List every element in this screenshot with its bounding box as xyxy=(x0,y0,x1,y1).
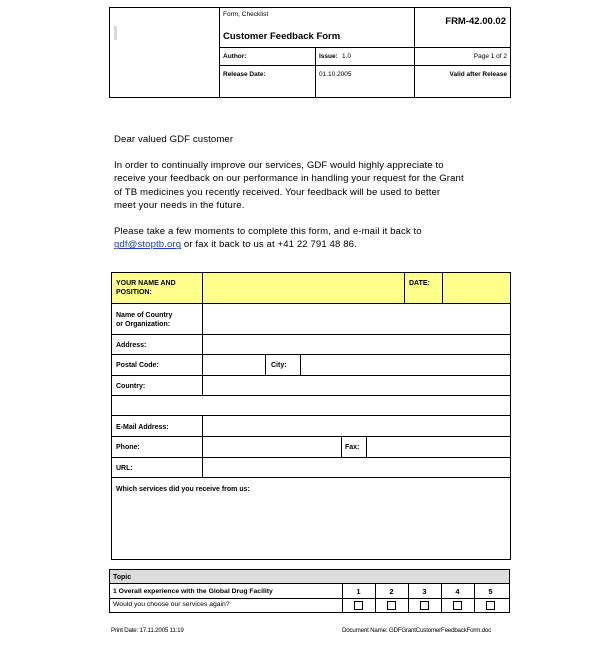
name-field[interactable] xyxy=(202,273,404,303)
print-date: Print Date: 17.11.2005 11:19 xyxy=(111,627,184,634)
name-label-line: YOUR NAME AND xyxy=(116,280,176,287)
doc-number: FRM-42.00.02 xyxy=(445,16,506,27)
validity-cell xyxy=(415,66,510,97)
scale-divider xyxy=(375,599,376,612)
scale-4: 4 xyxy=(455,587,460,596)
email-field[interactable] xyxy=(202,416,510,436)
date-label-cell xyxy=(404,273,442,303)
name-date-row xyxy=(112,273,510,304)
date-label: DATE: xyxy=(409,280,430,287)
fax-text: or fax it back to us at +41 22 791 48 86. xyxy=(181,239,357,251)
name-label xyxy=(116,279,176,297)
contact-line: Please take a few moments to complete this form, and e-mail it back to xyxy=(114,226,422,237)
page-info-cell xyxy=(415,48,510,66)
postal-city-row xyxy=(112,355,510,376)
services-label: Which services did you receive from us: xyxy=(116,486,250,493)
greeting: Dear valued GDF customer xyxy=(114,134,234,145)
question-row xyxy=(110,599,509,612)
url-field[interactable] xyxy=(202,458,510,477)
country-org-row xyxy=(112,304,510,335)
issue-cell xyxy=(316,48,415,66)
country-label: Country: xyxy=(116,383,146,390)
survey-table xyxy=(109,569,510,613)
rating-checkbox-1[interactable] xyxy=(354,601,363,610)
scale-divider xyxy=(441,599,442,612)
contact-line-2 xyxy=(114,238,422,251)
contact-form xyxy=(111,272,511,560)
intro-line: In order to continually improve our services, GDF would highly appreciate to xyxy=(114,160,444,171)
page-info: Page 1 of 2 xyxy=(473,53,507,60)
rating-checkbox-2[interactable] xyxy=(387,601,396,610)
question-text: Would you choose our services again? xyxy=(113,601,230,608)
scale-divider xyxy=(474,599,475,612)
phone-fax-row xyxy=(112,437,510,458)
scale-divider xyxy=(408,599,409,612)
services-row[interactable] xyxy=(112,478,510,559)
country-row xyxy=(112,376,510,396)
author-cell xyxy=(220,48,316,66)
country-field[interactable] xyxy=(202,376,510,395)
fax-label-cell xyxy=(341,437,366,457)
postal-field[interactable] xyxy=(202,355,265,375)
city-field[interactable] xyxy=(300,355,510,375)
issue-label: Issue: xyxy=(319,53,338,60)
doc-title: Customer Feedback Form xyxy=(223,31,341,42)
date-field[interactable] xyxy=(442,273,510,303)
doc-type: Form, Checklist xyxy=(223,11,269,18)
intro-line: meet your needs in the future. xyxy=(114,200,245,212)
email-row xyxy=(112,416,510,437)
issue-value: 1.0 xyxy=(342,53,352,60)
address-field[interactable] xyxy=(202,335,510,354)
postal-label: Postal Code: xyxy=(116,362,159,369)
url-row xyxy=(112,458,510,478)
email-link[interactable]: gdf@stoptb.org xyxy=(114,239,182,251)
email-label: E-Mail Address: xyxy=(116,424,169,431)
blank-row[interactable] xyxy=(112,396,510,416)
contact-paragraph xyxy=(114,225,422,252)
city-label: City: xyxy=(271,362,287,369)
validity: Valid after Release xyxy=(449,71,507,78)
phone-label: Phone: xyxy=(116,444,140,451)
section-title: 1 Overall experience with the Global Drug Facility xyxy=(113,588,273,595)
topic-header: Topic xyxy=(113,574,132,581)
intro-line: of TB medicines you recently received. Your feedback will be used to better xyxy=(114,186,441,198)
doc-number-cell xyxy=(415,8,510,48)
scale-divider xyxy=(342,599,343,612)
release-date-cell xyxy=(316,66,415,97)
release-cell xyxy=(220,66,316,97)
url-label: URL: xyxy=(116,465,133,472)
section-row xyxy=(110,584,509,599)
name-label-line: POSITION: xyxy=(116,289,152,296)
rating-checkbox-5[interactable] xyxy=(486,601,495,610)
scale-5: 5 xyxy=(488,587,493,596)
country-org-field[interactable] xyxy=(202,304,510,334)
country-org-label xyxy=(116,311,172,329)
rating-checkbox-3[interactable] xyxy=(420,601,429,610)
fax-field[interactable] xyxy=(366,437,510,457)
rating-checkbox-4[interactable] xyxy=(453,601,462,610)
scale-3: 3 xyxy=(422,587,427,596)
document-name: Document Name: GDFGrantCustomerFeedbackForm.doc xyxy=(342,627,492,634)
release-date: 01.10.2005 xyxy=(319,71,352,78)
logo-mark-icon xyxy=(114,26,117,40)
logo-area xyxy=(110,8,220,97)
author-label: Author: xyxy=(223,53,247,60)
phone-field[interactable] xyxy=(202,437,341,457)
address-row xyxy=(112,335,510,355)
city-label-cell xyxy=(265,355,300,375)
intro-line: receive your feedback on our performance in handling your request for the Grant xyxy=(114,173,464,185)
topic-header-row xyxy=(110,570,509,584)
fax-label: Fax: xyxy=(345,444,360,451)
address-label: Address: xyxy=(116,342,147,349)
document-header xyxy=(109,7,511,98)
intro-paragraph xyxy=(114,159,464,213)
scale-2: 2 xyxy=(389,587,394,596)
country-org-label-line: Name of Country xyxy=(116,312,173,319)
title-cell xyxy=(220,8,415,48)
release-label: Release Date: xyxy=(223,71,266,78)
country-org-label-line: or Organization: xyxy=(116,321,171,328)
scale-1: 1 xyxy=(356,587,361,596)
